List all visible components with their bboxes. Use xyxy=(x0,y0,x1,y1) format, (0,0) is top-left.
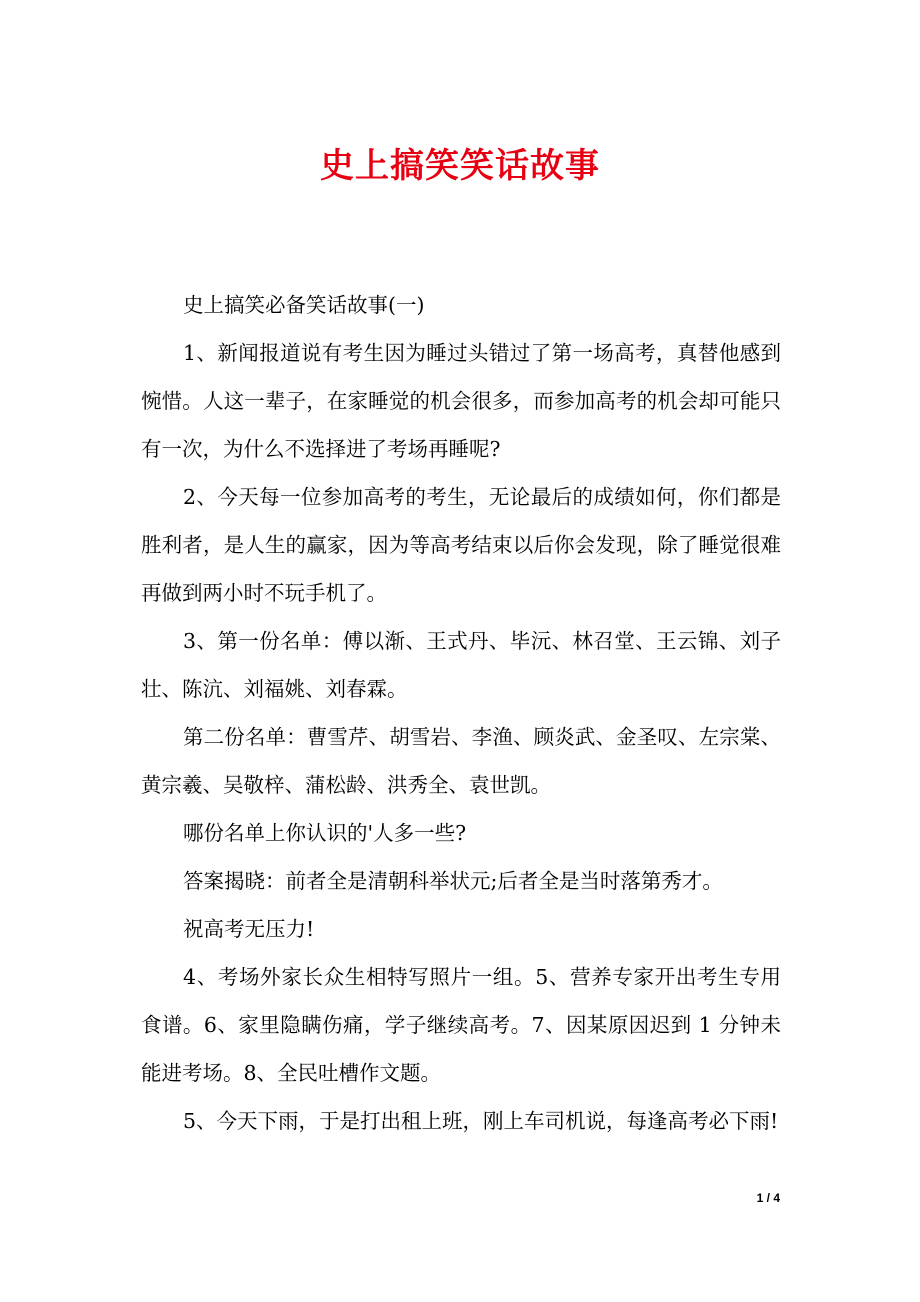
paragraph: 哪份名单上你认识的'人多一些? xyxy=(183,821,467,845)
document-body xyxy=(141,281,781,1145)
paragraph: 祝高考无压力! xyxy=(183,917,315,941)
paragraph: 史上搞笑必备笑话故事(一) xyxy=(183,293,425,317)
paragraph: 答案揭晓：前者全是清朝科举状元;后者全是当时落第秀才。 xyxy=(183,869,723,893)
paragraph: 1、新闻报道说有考生因为睡过头错过了第一场高考，真替他感到惋惜。人这一辈子，在家睡觉的机会很多，而参加高考的机会却可能只有一次，为什么不选择进了考场再睡呢? xyxy=(141,341,781,461)
document-title: 史上搞笑笑话故事 xyxy=(320,146,600,186)
paragraph: 3、第一份名单：傅以渐、王式丹、毕沅、林召堂、王云锦、刘子壮、陈沆、刘福姚、刘春霖。 xyxy=(141,629,781,701)
paragraph: 5、今天下雨，于是打出租上班，刚上车司机说，每逢高考必下雨! xyxy=(183,1109,779,1133)
page-number: 1 / 4 xyxy=(756,1191,780,1205)
paragraph: 4、考场外家长众生相特写照片一组。5、营养专家开出考生专用食谱。6、家里隐瞒伤痛，学子继续高考。7、因某原因迟到 1 分钟未能进考场。8、全民吐槽作文题。 xyxy=(141,965,781,1085)
paragraph: 第二份名单：曹雪芹、胡雪岩、李渔、顾炎武、金圣叹、左宗棠、黄宗羲、吴敬梓、蒲松龄、洪秀全、袁世凯。 xyxy=(141,725,781,797)
paragraph: 2、今天每一位参加高考的考生，无论最后的成绩如何，你们都是胜利者，是人生的赢家，因为等高考结束以后你会发现，除了睡觉很难再做到两小时不玩手机了。 xyxy=(141,485,781,605)
